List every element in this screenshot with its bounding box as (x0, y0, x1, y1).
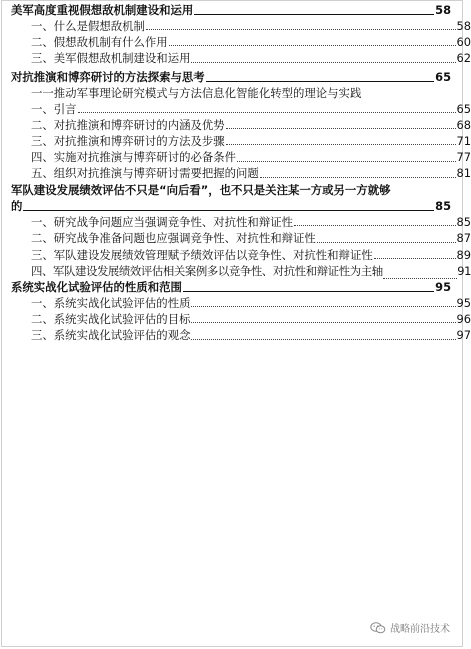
toc-entry-title: 二、对抗推演和博弈研讨的内涵及优势 (31, 117, 225, 132)
toc-leader (194, 14, 434, 15)
toc-entry[interactable] (11, 50, 471, 66)
toc-leader (374, 258, 456, 259)
toc-page-number: 65 (456, 101, 471, 116)
toc-entry[interactable] (11, 327, 471, 343)
toc-entry[interactable] (11, 230, 471, 246)
toc-leader (191, 306, 455, 307)
toc-leader (191, 339, 455, 340)
toc-heading-title-line2: 的 (11, 199, 23, 214)
toc-leader (78, 112, 456, 113)
toc-page-number: 91 (457, 263, 471, 278)
toc-heading-title-line1: 军队建设发展绩效评估不只是“向后看”，也不只是关注某一方或另一方就够 (11, 182, 391, 197)
toc-entry-title: 五、组织对抗推演与博弈研讨需要把握的问题 (31, 166, 259, 181)
toc-leader (183, 291, 434, 292)
wechat-icon (370, 622, 386, 634)
toc-page-number: 81 (456, 166, 471, 181)
toc-entry[interactable] (11, 247, 471, 263)
toc-page-number: 85 (435, 199, 451, 214)
toc-entry-title: 一、研究战争问题应当强调竞争性、对抗性和辩证性 (31, 215, 293, 230)
toc-page-number: 60 (456, 35, 471, 50)
toc-leader (294, 225, 456, 226)
toc-entry[interactable] (11, 34, 471, 50)
toc-page-number: 89 (456, 247, 471, 262)
toc-subtitle-text: 一一推动军事理论研究模式与方法信息化智能化转型的理论与实践 (31, 85, 362, 100)
toc-leader (191, 322, 455, 323)
toc-page-number: 87 (456, 231, 471, 246)
toc-heading[interactable] (11, 2, 451, 18)
toc-subtitle-note (11, 85, 471, 101)
toc-entry[interactable] (11, 166, 471, 182)
toc-heading[interactable] (11, 279, 451, 295)
toc-leader (237, 161, 455, 162)
toc-leader (191, 62, 455, 63)
toc-page-number: 58 (435, 3, 451, 17)
toc-entry[interactable] (11, 149, 471, 165)
toc-page-number: 85 (456, 215, 471, 230)
watermark (370, 620, 450, 635)
toc-entry[interactable] (11, 263, 471, 279)
toc-leader (146, 29, 456, 30)
toc-entry[interactable] (11, 311, 471, 327)
toc-entry-title: 二、假想敌机制有什么作用 (31, 35, 168, 50)
toc-heading-title: 美军高度重视假想敌机制建设和运用 (11, 3, 194, 17)
toc-entry-title: 一、什么是假想敌机制 (31, 18, 145, 33)
toc-leader (317, 242, 456, 243)
toc-entry-title: 三、军队建设发展绩效管理赋予绩效评估以竞争性、对抗性和辩证性 (31, 247, 373, 262)
toc-heading[interactable] (11, 182, 451, 215)
toc-entry-title: 一、引言 (31, 101, 77, 116)
toc-page-number: 62 (456, 51, 471, 66)
toc-leader (169, 45, 456, 46)
toc-heading-title: 对抗推演和博弈研讨的方法探索与思考 (11, 69, 205, 84)
watermark-text: 战略前沿技术 (390, 624, 450, 635)
toc-entry[interactable] (11, 214, 471, 230)
toc-entry[interactable] (11, 18, 471, 34)
toc-page-number: 95 (456, 295, 471, 310)
toc-leader (260, 177, 456, 178)
toc-page-number: 58 (456, 18, 471, 33)
toc-leader (226, 128, 456, 129)
toc-leader (206, 81, 434, 82)
toc-entry-title: 一、系统实战化试验评估的性质 (31, 295, 191, 310)
toc-entry[interactable] (11, 117, 471, 133)
toc-entry-title: 四、军队建设发展绩效评估相关案例多以竞争性、对抗性和辩证性为主轴 (31, 263, 383, 278)
toc-leader (226, 144, 456, 145)
toc-entry-title: 二、系统实战化试验评估的目标 (31, 312, 191, 327)
toc-page-number: 97 (456, 328, 471, 343)
toc-entry[interactable] (11, 295, 471, 311)
toc-heading[interactable] (11, 69, 451, 85)
toc-entry-title: 三、系统实战化试验评估的观念 (31, 328, 191, 343)
toc-page-number: 65 (435, 69, 451, 84)
toc-entry[interactable] (11, 101, 471, 117)
toc-leader (23, 210, 434, 211)
toc-page-number: 77 (456, 150, 471, 165)
toc-entry-title: 三、美军假想敌机制建设和运用 (31, 51, 191, 66)
toc-page-number: 71 (456, 134, 471, 149)
toc-entry-title: 三、对抗推演和博弈研讨的方法及步骤 (31, 134, 225, 149)
toc-entry-title: 四、实施对抗推演与博弈研讨的必备条件 (31, 150, 237, 165)
toc-entry-title: 二、研究战争准备问题也应强调竞争性、对抗性和辩证性 (31, 231, 316, 246)
toc-page-number: 68 (456, 117, 471, 132)
toc-entry[interactable] (11, 133, 471, 149)
toc-page-number: 95 (435, 279, 451, 294)
toc-page-number: 96 (456, 312, 471, 327)
toc-heading-title: 系统实战化试验评估的性质和范围 (11, 279, 182, 294)
table-of-contents (11, 2, 471, 344)
